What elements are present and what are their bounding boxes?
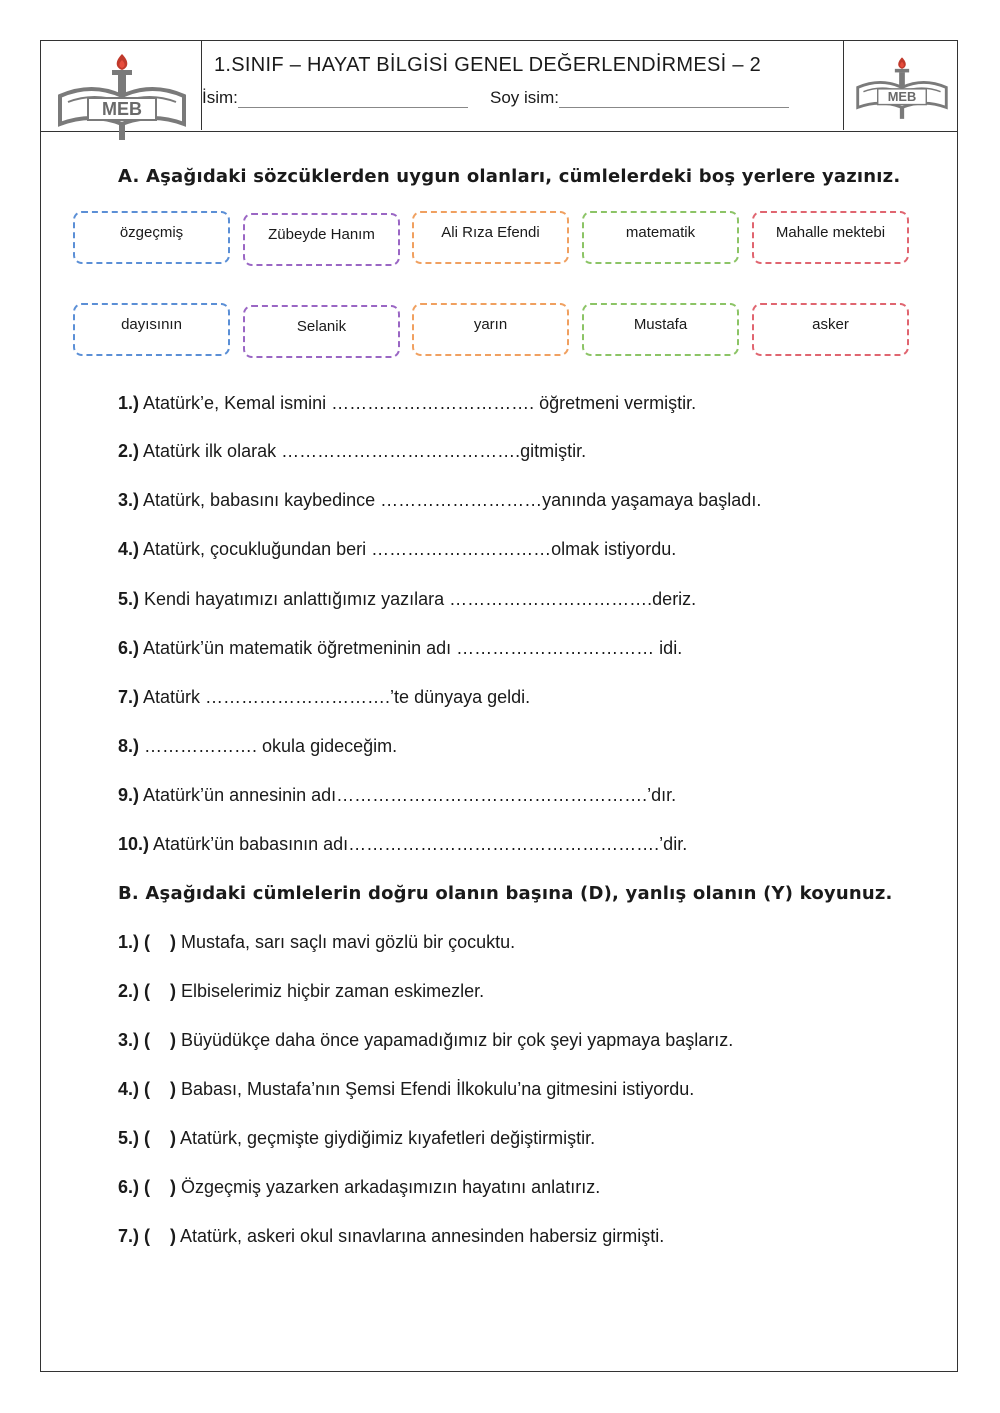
question-text: Atatürk’ün babasının adı…………………………………………….’dir. bbox=[153, 834, 688, 854]
word-box: yarın bbox=[412, 303, 569, 356]
page-title: 1.SINIF – HAYAT BİLGİSİ GENEL DEĞERLENDİRMESİ – 2 bbox=[214, 54, 762, 76]
question-a-4[interactable] bbox=[118, 539, 676, 560]
question-text: Mustafa, sarı saçlı mavi gözlü bir çocuktu. bbox=[181, 932, 516, 952]
question-text: Atatürk, çocukluğundan beri …………………………olmak istiyordu. bbox=[143, 539, 677, 559]
question-a-3[interactable] bbox=[118, 490, 761, 511]
question-b-4[interactable] bbox=[118, 1079, 694, 1100]
question-a-5[interactable] bbox=[118, 589, 696, 610]
question-text: Elbiselerimiz hiçbir zaman eskimezler. bbox=[181, 981, 485, 1001]
question-a-10[interactable] bbox=[118, 834, 687, 855]
word-box: matematik bbox=[582, 211, 739, 264]
question-a-2[interactable] bbox=[118, 441, 586, 462]
question-text: Büyüdükçe daha önce yapamadığımız bir çok şeyi yapmaya başlarız. bbox=[181, 1030, 734, 1050]
question-text: Kendi hayatımızı anlattığımız yazılara …………………………….deriz. bbox=[144, 589, 697, 609]
question-a-7[interactable] bbox=[118, 687, 530, 708]
svg-text:MEB: MEB bbox=[102, 99, 142, 119]
question-text: Özgeçmiş yazarken arkadaşımızın hayatını anlatırız. bbox=[181, 1177, 601, 1197]
question-text: Babası, Mustafa’nın Şemsi Efendi İlkokulu’na gitmesini istiyordu. bbox=[181, 1079, 695, 1099]
logo-cell-right bbox=[843, 40, 958, 130]
question-number: 1.) ( ) bbox=[118, 932, 176, 952]
surname-label: Soy isim: bbox=[490, 88, 559, 107]
svg-text:MEB: MEB bbox=[887, 89, 917, 104]
question-number: 4.) bbox=[118, 539, 140, 559]
meb-logo-icon bbox=[852, 46, 952, 126]
question-a-8[interactable] bbox=[118, 736, 397, 757]
question-number: 9.) bbox=[118, 785, 140, 805]
surname-field[interactable] bbox=[490, 88, 789, 108]
question-number: 5.) ( ) bbox=[118, 1128, 176, 1148]
word-box: özgeçmiş bbox=[73, 211, 230, 264]
question-number: 3.) bbox=[118, 490, 140, 510]
question-number: 3.) ( ) bbox=[118, 1030, 176, 1050]
question-number: 6.) bbox=[118, 638, 140, 658]
question-b-2[interactable] bbox=[118, 981, 484, 1002]
name-label: İsim: bbox=[202, 88, 238, 107]
question-b-5[interactable] bbox=[118, 1128, 595, 1149]
name-line[interactable] bbox=[238, 93, 468, 108]
surname-line[interactable] bbox=[559, 93, 789, 108]
logo-cell-left bbox=[40, 40, 202, 130]
meb-logo-icon bbox=[52, 44, 192, 144]
question-b-7[interactable] bbox=[118, 1226, 664, 1247]
question-a-1[interactable] bbox=[118, 393, 696, 414]
question-a-6[interactable] bbox=[118, 638, 682, 659]
question-b-3[interactable] bbox=[118, 1030, 733, 1051]
word-box: Zübeyde Hanım bbox=[243, 213, 400, 266]
question-number: 6.) ( ) bbox=[118, 1177, 176, 1197]
question-number: 7.) ( ) bbox=[118, 1226, 176, 1246]
word-box: Ali Rıza Efendi bbox=[412, 211, 569, 264]
word-box: Mustafa bbox=[582, 303, 739, 356]
word-box: Selanik bbox=[243, 305, 400, 358]
question-number: 1.) bbox=[118, 393, 140, 413]
question-b-1[interactable] bbox=[118, 932, 515, 953]
question-text: Atatürk, babasını kaybedince ………………………yanında yaşamaya başladı. bbox=[143, 490, 762, 510]
question-number: 8.) bbox=[118, 736, 140, 756]
question-text: ………………. okula gideceğim. bbox=[144, 736, 398, 756]
question-text: Atatürk’ün matematik öğretmeninin adı …………………………… idi. bbox=[143, 638, 683, 658]
question-number: 2.) bbox=[118, 441, 140, 461]
worksheet-header bbox=[40, 40, 958, 132]
word-box: dayısının bbox=[73, 303, 230, 356]
question-text: Atatürk ………………………….’te dünyaya geldi. bbox=[143, 687, 531, 707]
question-b-6[interactable] bbox=[118, 1177, 600, 1198]
question-text: Atatürk’e, Kemal ismini ……………………………. öğretmeni vermiştir. bbox=[143, 393, 697, 413]
name-field[interactable] bbox=[202, 88, 468, 108]
section-a-title: A. Aşağıdaki sözcüklerden uygun olanları, cümlelerdeki boş yerlere yazınız. bbox=[118, 166, 901, 187]
question-number: 2.) ( ) bbox=[118, 981, 176, 1001]
question-text: Atatürk’ün annesinin adı…………………………………………….’dır. bbox=[143, 785, 677, 805]
word-box: asker bbox=[752, 303, 909, 356]
question-number: 5.) bbox=[118, 589, 140, 609]
section-b-title: B. Aşağıdaki cümlelerin doğru olanın başına (D), yanlış olanın (Y) koyunuz. bbox=[118, 883, 893, 904]
question-text: Atatürk ilk olarak ………………………………….gitmiştir. bbox=[143, 441, 587, 461]
question-number: 4.) ( ) bbox=[118, 1079, 176, 1099]
question-a-9[interactable] bbox=[118, 785, 676, 806]
question-number: 7.) bbox=[118, 687, 140, 707]
word-box: Mahalle mektebi bbox=[752, 211, 909, 264]
question-text: Atatürk, askeri okul sınavlarına annesinden habersiz girmişti. bbox=[180, 1226, 665, 1246]
question-number: 10.) bbox=[118, 834, 150, 854]
question-text: Atatürk, geçmişte giydiğimiz kıyafetleri değiştirmiştir. bbox=[180, 1128, 596, 1148]
